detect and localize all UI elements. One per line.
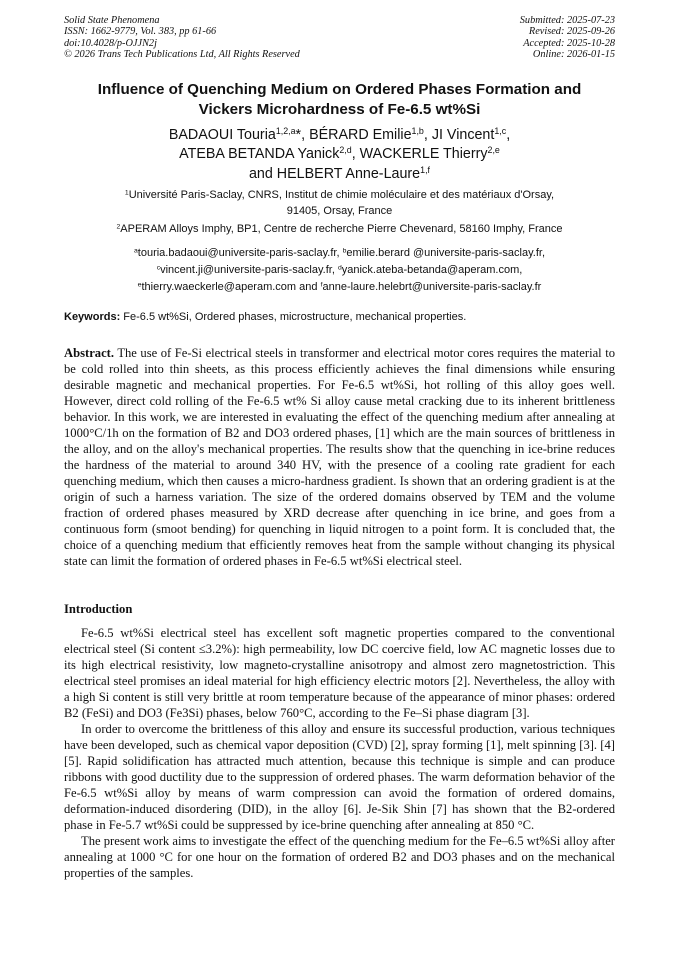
journal-name: Solid State Phenomena — [64, 15, 160, 26]
title-line: Influence of Quenching Medium on Ordered Phases Formation and — [97, 81, 582, 98]
keywords-text: Fe-6.5 wt%Si, Ordered phases, microstructure, mechanical properties. — [120, 311, 467, 323]
author-emails — [64, 245, 615, 296]
email-link[interactable]: anne-laure.helebrt@universite-paris-saclay.fr — [322, 281, 542, 293]
abstract-text: The use of Fe-Si electrical steels in transformer and electrical motor cores requires the material to be cold rolled into thin sheets, as this process efficiently achieves the final dimensions while ensuring desirable magnetic and mechanical properties. For Fe-6.5 wt%Si, hot rolling of this alloy goes well. However, direct cold rolling of the Fe-6.5 wt% Si alloy cause metal cracking due to its inherent brittleness behavior. In this work, we are interested in evaluating the effect of the quenching medium after annealing at 1000°C/1h on the formation of B2 and DO3 ordered phases, [1] which are the main sources of brittleness in the alloy, and on the alloy's mechanical properties. The results show that the quenching in ice-brine reduces the hardness of the material to around 340 HV, with the presence of a cooling rate gradient for each quenching medium, which then causes a micro-hardness gradient. Is shown that an ordering gradient is at the origin of such a harness variation. The size of the ordered domains observed by TEM and the volume fraction of ordered phases measured by XRD decrease after quenching in ice brine, and goes from a continuous form (smoot bending) for quenching in liquid nitrogen to a point form. It is concluded that, the choice of a quenching medium that efficiently removes heat from the sample without changing its physical state can limit the formation of ordered phases in Fe-6.5 wt%Si electrical steel. — [64, 346, 615, 568]
author-name: and HELBERT Anne-Laure — [248, 165, 421, 182]
author-affiliation-marker: 1,2,a — [275, 126, 296, 137]
author-name: WACKERLE Thierry — [359, 146, 488, 163]
publication-dates — [520, 15, 615, 61]
submitted-date: Submitted: 2025-07-23 — [519, 15, 615, 26]
issn-volume: ISSN: 1662-9779, Vol. 383, pp 61-66 — [64, 26, 217, 38]
email-marker: f — [320, 281, 323, 289]
author-name: JI Vincent — [431, 127, 495, 143]
section-heading-introduction: Introduction — [64, 602, 133, 616]
paragraph: The present work aims to investigate the effect of the quenching medium for the Fe–6.5 wt%Si alloy after annealing at 1000 °C for one hour on the formation of ordered B2 and DO3 phases and on the mechanical properties of the samples. — [64, 834, 615, 880]
author-separator: *, — [295, 127, 310, 143]
introduction-body — [64, 625, 615, 881]
author-name: ATEBA BETANDA Yanick — [179, 146, 340, 163]
affiliation-1 — [64, 187, 615, 219]
author-affiliation-marker: 2,e — [487, 145, 500, 156]
email-link[interactable]: vincent.ji@universite-paris-saclay.fr, — [160, 264, 338, 276]
author-name: BÉRARD Emilie — [309, 127, 412, 143]
journal-info — [64, 15, 300, 61]
author-affiliation-marker: 1,f — [420, 164, 430, 175]
author-affiliation-marker: 1,b — [411, 126, 424, 137]
paragraph: In order to overcome the brittleness of this alloy and ensure its successful production, various techniques have been developed, such as chemical vapor deposition (CVD) [2], spray forming [1], melt spinning [3]. [4] [5]. Rapid solidification has attracted much attention, because this technique is simple and can produce ribbons with good ductility due to the suppression of ordered phases. The warm deformation behavior of the Fe-6.5 wt%Si alloy by means of warm compression can avoid the formation of ordered domains, deformation-induced disordering (DID), in the alloy [6]. Je-Sik Shin [7] has shown that the B2-ordered phase in Fe-5.7 wt%Si could be suppressed by ice-brine quenching after annealing at 850 °C. — [64, 722, 615, 832]
email-marker: b — [342, 247, 347, 255]
paragraph: Fe-6.5 wt%Si electrical steel has excellent soft magnetic properties compared to the conventional electrical steel (Si content ≤3.2%): high permeability, low DC coercive field, low AC magnetic losses due to its high electrical resistivity, low magneto-crystalline anisotropy and almost zero magnetostriction. This electrical steel promises an ideal material for high efficiency electric motors [2]. Nevertheless, the alloy with a high Si content is still very brittle at room temperature because of the appearance of minor phases: ordered B2 (FeSi) and DO3 (Fe3Si) phases, below 760°C, according to the Fe–Si phase diagram [3]. — [64, 626, 615, 720]
accepted-date: Accepted: 2025-10-28 — [523, 37, 615, 49]
affiliation-text: Université Paris-Saclay, CNRS, Institut de chimie moléculaire et des matériaux d'Orsay, — [128, 189, 555, 201]
copyright: © 2026 Trans Tech Publications Ltd, All Rights Reserved — [64, 49, 300, 61]
abstract — [64, 345, 615, 569]
author-affiliation-marker: 2,d — [339, 145, 352, 156]
affiliation-marker: 1 — [124, 189, 129, 197]
email-link[interactable]: touria.badaoui@universite-paris-saclay.fr, — [137, 247, 343, 259]
email-marker: c — [156, 264, 161, 272]
email-marker: a — [133, 247, 138, 255]
doi: doi:10.4028/p-OJJN2j — [64, 37, 157, 49]
keywords — [64, 309, 615, 325]
keywords-label: Keywords: — [64, 311, 121, 323]
author-line — [64, 165, 615, 184]
revised-date: Revised: 2025-09-26 — [528, 26, 615, 38]
author-separator: , — [506, 127, 511, 143]
email-marker: e — [137, 281, 142, 289]
email-link[interactable]: thierry.waeckerle@aperam.com and — [141, 281, 321, 293]
email-marker: d — [337, 264, 342, 272]
paper-title — [64, 80, 615, 120]
author-separator: , — [351, 146, 360, 163]
author-name: BADAOUI Touria — [168, 127, 276, 143]
author-line — [64, 145, 615, 164]
author-affiliation-marker: 1,c — [494, 126, 507, 137]
title-line: Vickers Microhardness of Fe-6.5 wt%Si — [198, 101, 481, 118]
affiliation-text: APERAM Alloys Imphy, BP1, Centre de recherche Pierre Chevenard, 58160 Imphy, France — [120, 223, 563, 235]
online-date: Online: 2026-01-15 — [532, 49, 615, 61]
author-separator: , — [423, 127, 432, 143]
author-list — [64, 126, 615, 184]
author-line — [64, 126, 615, 145]
abstract-label: Abstract. — [64, 346, 115, 360]
affiliation-text: 91405, Orsay, France — [286, 205, 393, 217]
email-link[interactable]: emilie.berard @universite-paris-saclay.fr, — [346, 247, 545, 259]
affiliation-marker: 2 — [116, 223, 121, 231]
affiliation-2 — [64, 221, 615, 237]
email-link[interactable]: yanick.ateba-betanda@aperam.com, — [341, 264, 523, 276]
